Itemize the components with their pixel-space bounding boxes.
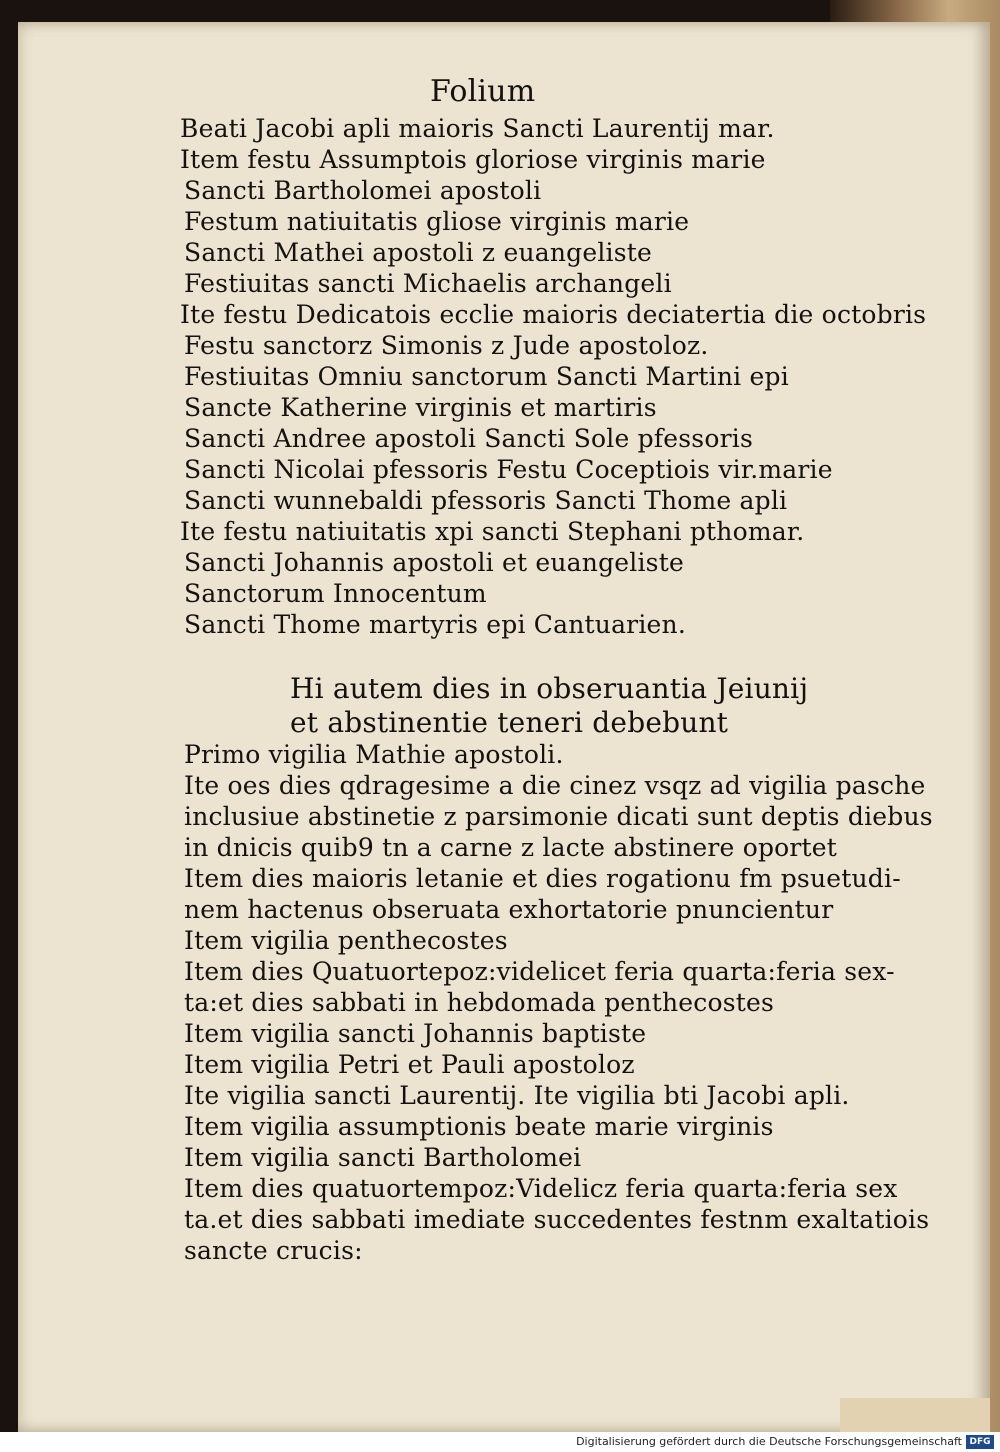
feast-line: Sancti Andree apostoli Sancti Sole pfessoris <box>184 424 753 453</box>
fasting-line: Item dies quatuortempoz:Videlicz feria quarta:feria sex <box>184 1174 898 1203</box>
feast-line: Item festu Assumptois gloriose virginis marie <box>180 145 766 174</box>
feast-line: Sancti Nicolai pfessoris Festu Coceptiois vir.marie <box>184 455 833 484</box>
footer <box>0 1432 1000 1452</box>
feast-line: Ite festu Dedicatois ecclie maioris deciatertia die octobris <box>180 300 927 329</box>
feast-line: Festu sanctorz Simonis z Jude apostoloz. <box>184 331 709 360</box>
feast-line: Sancte Katherine virginis et martiris <box>184 393 657 422</box>
feast-line: Sancti Johannis apostoli et euangeliste <box>184 548 684 577</box>
fasting-line: ta.et dies sabbati imediate succedentes festnm exaltatiois <box>184 1205 930 1234</box>
feast-line: Sanctorum Innocentum <box>184 579 487 608</box>
fasting-line: in dnicis quib9 tn a carne z lacte abstinere oportet <box>184 833 838 862</box>
page-edge-strip <box>840 1398 990 1432</box>
fasting-line: Item vigilia sancti Bartholomei <box>184 1143 582 1172</box>
fasting-line: Item vigilia sancti Johannis baptiste <box>184 1019 647 1048</box>
section-heading: et abstinentie teneri debebunt <box>290 706 729 739</box>
fasting-line: Item dies Quatuortepoz:videlicet feria quarta:feria sex- <box>184 957 895 986</box>
book-page <box>18 22 990 1432</box>
fasting-line: Item vigilia Petri et Pauli apostoloz <box>184 1050 635 1079</box>
feast-line: Festiuitas Omniu sanctorum Sancti Martini epi <box>184 362 789 391</box>
fasting-line: Item vigilia assumptionis beate marie virginis <box>184 1112 774 1141</box>
fasting-line: sancte crucis: <box>184 1236 363 1265</box>
section-heading: Hi autem dies in obseruantia Jeiunij <box>290 672 809 705</box>
feast-line: Sancti Mathei apostoli z euangeliste <box>184 238 653 267</box>
feast-line: Beati Jacobi apli maioris Sancti Laurentij mar. <box>180 114 775 143</box>
feast-line: Ite festu natiuitatis xpi sancti Stephani pthomar. <box>180 517 805 546</box>
feast-line: Sancti Thome martyris epi Cantuarien. <box>184 610 686 639</box>
feast-line: Sancti Bartholomei apostoli <box>184 176 542 205</box>
fasting-line: Ite oes dies qdragesime a die cinez vsqz ad vigilia pasche <box>184 771 926 800</box>
feast-line: Festum natiuitatis gliose virginis marie <box>184 207 690 236</box>
feast-line: Sancti wunnebaldi pfessoris Sancti Thome apli <box>184 486 788 515</box>
fasting-line: inclusiue abstinetie z parsimonie dicati sunt deptis diebus <box>184 802 933 831</box>
page-heading: Folium <box>430 74 536 109</box>
fasting-line: Ite vigilia sancti Laurentij. Ite vigilia bti Jacobi apli. <box>184 1081 850 1110</box>
fasting-line: Primo vigilia Mathie apostoli. <box>184 740 564 769</box>
fasting-line: Item dies maioris letanie et dies rogationu fm psuetudi- <box>184 864 901 893</box>
dfg-logo: DFG <box>966 1435 994 1449</box>
feast-line: Festiuitas sancti Michaelis archangeli <box>184 269 672 298</box>
fasting-line: ta:et dies sabbati in hebdomada penthecostes <box>184 988 775 1017</box>
fasting-line: nem hactenus obseruata exhortatorie pnuncientur <box>184 895 834 924</box>
fasting-line: Item vigilia penthecostes <box>184 926 508 955</box>
footer-credit: Digitalisierung gefördert durch die Deutsche Forschungsgemeinschaft <box>576 1435 962 1448</box>
